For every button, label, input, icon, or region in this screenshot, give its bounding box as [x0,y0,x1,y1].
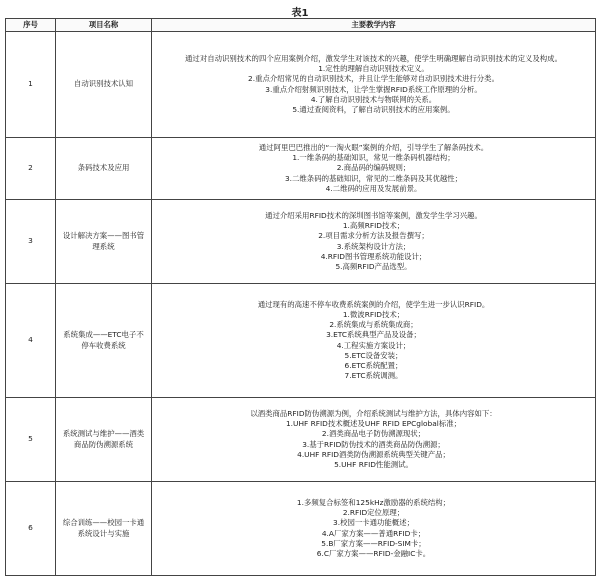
table-row [6,138,596,200]
content-line: 5.B厂家方案——RFID-SIM卡； [321,538,426,548]
table-row [6,482,596,576]
project-name: 设计解决方案——图书管理系统 [56,200,152,284]
content-line: 4.A厂家方案——普通RFID卡； [321,528,426,538]
content-line: 1.定性的理解自动识别技术定义。 [318,64,429,74]
content-line: 4.二维码的应用及发展前景。 [325,183,422,193]
project-name: 自动识别技术认知 [56,32,152,138]
teaching-content [152,398,596,482]
teaching-content [152,138,596,200]
content-line: 3.校园一卡通功能概述； [333,518,414,528]
project-name: 系统集成——ETC电子不停车收费系统 [56,284,152,398]
content-line: 2.酒类商品电子防伪溯源现状； [321,429,426,439]
project-name: 综合训练——校园一卡通系统设计与实施 [56,482,152,576]
header-index: 序号 [6,19,56,32]
table-row [6,398,596,482]
content-line: 通过对自动识别技术的四个应用案例介绍，激发学生对该技术的兴趣，使学生明确理解自动识别技术的定义及构成。 [185,53,562,63]
teaching-content [152,482,596,576]
content-line: 以酒类商品RFID防伪溯源为例，介绍系统测试与维护方法，具体内容如下： [250,408,497,418]
content-line: 5.高频RFID产品选型。 [335,261,412,271]
content-line: 3.ETC系统典型产品及设备； [326,330,421,340]
content-line: 6.C厂家方案——RFID-金融IC卡。 [316,548,431,558]
teaching-content [152,32,596,138]
project-name: 系统测试与维护——酒类商品防伪溯源系统 [56,398,152,482]
content-line: 3.二维条码的基础知识，常见的二维条码及其优越性； [284,173,463,183]
teaching-content [152,200,596,284]
teaching-content [152,284,596,398]
header-main-content: 主要教学内容 [152,19,596,32]
content-line: 通过阿里巴巴推出的“一淘火眼”案例的介绍，引导学生了解条码技术。 [258,142,489,152]
row-index: 4 [6,284,56,398]
content-line: 4.RFID图书管理系统功能设计； [320,251,427,261]
table-row [6,284,596,398]
content-line: 1.一维条码的基础知识，常见一维条码机器结构； [292,153,455,163]
content-line: 7.ETC系统调测。 [344,371,403,381]
content-line: 3.基于RFID防伪技术的酒类商品防伪溯源； [302,439,445,449]
table-row [6,200,596,284]
content-line: 2.项目需求分析方法及报告撰写； [318,231,429,241]
content-line: 通过介绍采用RFID技术的深圳图书馆等案例，激发学生学习兴趣。 [265,210,482,220]
content-line: 5.ETC设备安装； [344,350,403,360]
content-line: 1.UHF RFID技术概述及UHF RFID EPCglobal标准； [285,419,461,429]
row-index: 3 [6,200,56,284]
content-line: 3.系统架构设计方法； [336,241,411,251]
project-name: 条码技术及应用 [56,138,152,200]
header-project-name: 项目名称 [56,19,152,32]
content-line: 5.UHF RFID性能测试。 [334,459,413,469]
row-index: 2 [6,138,56,200]
content-line: 通过现有的高速不停车收费系统案例的介绍，使学生进一步认识RFID。 [257,299,490,309]
content-line: 2.重点介绍常见的自动识别技术，并且让学生能够对自动识别技术进行分类。 [248,74,499,84]
row-index: 6 [6,482,56,576]
content-line: 2.RFID定位原理； [342,508,405,518]
content-line: 4.工程实施方案设计； [336,340,411,350]
content-line: 4.UHF RFID酒类防伪溯源系统典型关键产品； [297,449,450,459]
table-header-row [6,19,596,32]
content-line: 6.ETC系统配置； [344,360,403,370]
content-line: 2.系统集成与系统集成商； [329,320,418,330]
table-caption: 表1 [291,8,309,19]
table-row [6,32,596,138]
content-line: 4.了解自动识别技术与物联网的关系。 [310,94,437,104]
content-line: 1.高频RFID技术； [342,221,405,231]
content-line: 3.重点介绍射频识别技术，让学生掌握RFID系统工作原理的分析。 [265,84,482,94]
content-line: 5.通过查阅资料，了解自动识别技术的应用案例。 [292,104,455,114]
row-index: 5 [6,398,56,482]
curriculum-table [5,18,596,576]
row-index: 1 [6,32,56,138]
content-line: 1.多频复合标签和125kHz激励器的系统结构； [296,497,451,507]
content-line: 2.商品码的编码规则； [336,163,411,173]
content-line: 1.微波RFID技术； [342,309,405,319]
